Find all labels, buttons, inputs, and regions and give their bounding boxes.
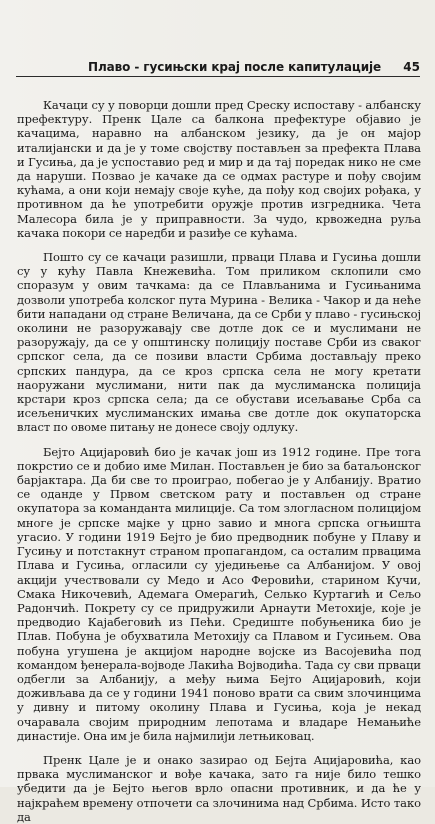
paragraph: Бејто Ацијаровић био је качак још из 1912 године. Пре тога покрстио се и добио име Милан. Постављен је био за батаљонског барјактара. Да би све то проиграо, побегао је у Албанију. Вратио се оданде у Првом светском рату и постављен од стране окупатора за команданта милиције. Са том злогласном полицијом многе је српске мајке у црно завио и многа српска огњишта угасио. У години 1919 Бејто је био предводник побуне у Плаву и Гусињу и потстакнут страном пропагандом, са осталим првацима Плава и Гусиња, огласили су уједињење са Албанијом. У овој акцији учествовали су Медо и Асо Феровићи, старином Кучи, Смака Никочевић, Адемага Омерагић, Селько Куртагић и Сељо Радончић. Покрету су се придружили Арнаути Метохије, које је предводио Кајабеговић из Пећи. Средиште побуњеника био је Плав. Побуна је обухватила Метохију са Плавом и Гусињем. Ова побуна угушена је акцијом народне војске из Васојевића под командом ђенерала-војводе Лакића Војводића. Тада су сви прваци одбегли за Албанију, а међу њима Бејто Ацијаровић, који доживљава да се у години 1941 поново врати са свим злочинцима у дивну и питому околину Плава и Гусиња, која је некад очаравала својим природним лепотама и владаре Немањиће династије. Она им је била најмилији летњиковац.: [17, 444, 421, 743]
paragraph: Пренк Цале је и онако зазирао од Бејта Ацијаровића, као првака муслиманског и вође качака, зато га није било тешко убедити да је Бејто његов врло опасни противник, и да ће у најкраћем времену отпочети са злочинима над Србима. Исто тако да: [17, 752, 421, 824]
page-header: [16, 60, 420, 77]
body-text: [17, 98, 421, 824]
running-title: Плаво - гусињски крај после капитулације: [88, 60, 382, 74]
paragraph: Пошто су се качаци разишли, прваци Плава и Гусиња дошли су у кућу Павла Кнежевића. Том приликом склопили смо споразум у овим тачкама: да се Плављанима и Гусињанима дозволи употреба колског пута Мурина - Велика - Чакор и да неће бити нападани од стране Величана, да се Срби у плаво - гусињској околини не разоружавају све дотле док се и муслимани не разоружају, да се у општинску полицију поставе Срби из сваког српског села, да се позиви власти Србима достављају преко српских пандура, да се кроз српска села не могу кретати наоружани муслимани, нити пак да муслиманска полиција крстари кроз српска села; да се обустави исељавање Срба са исељеничких муслиманских имања све дотле док окупаторска власт по овоме питању не донесе своју одлуку.: [17, 250, 421, 435]
paragraph: Качаци су у поворци дошли пред Среску испоставу - албанску префектуру. Пренк Цале са балкона префектуре објавио је качацима, наравно на албанском језику, да је он мајор италијански и да је у томе својству постављен за префекта Плава и Гусиња, да је успоставио ред и мир и да тај поредак нико не сме да наруши. Позвао је качаке да се одмах растуре и пођу својим кућама, а они који немају своје куће, да пођу код својих рођака, у противном да ће употребити оружје против изгредника. Чета Малесора била је у приправности. За чудо, крвожедна руља качака покори се наредби и разиђе се кућама.: [17, 98, 421, 240]
page-number: 45: [403, 60, 420, 74]
